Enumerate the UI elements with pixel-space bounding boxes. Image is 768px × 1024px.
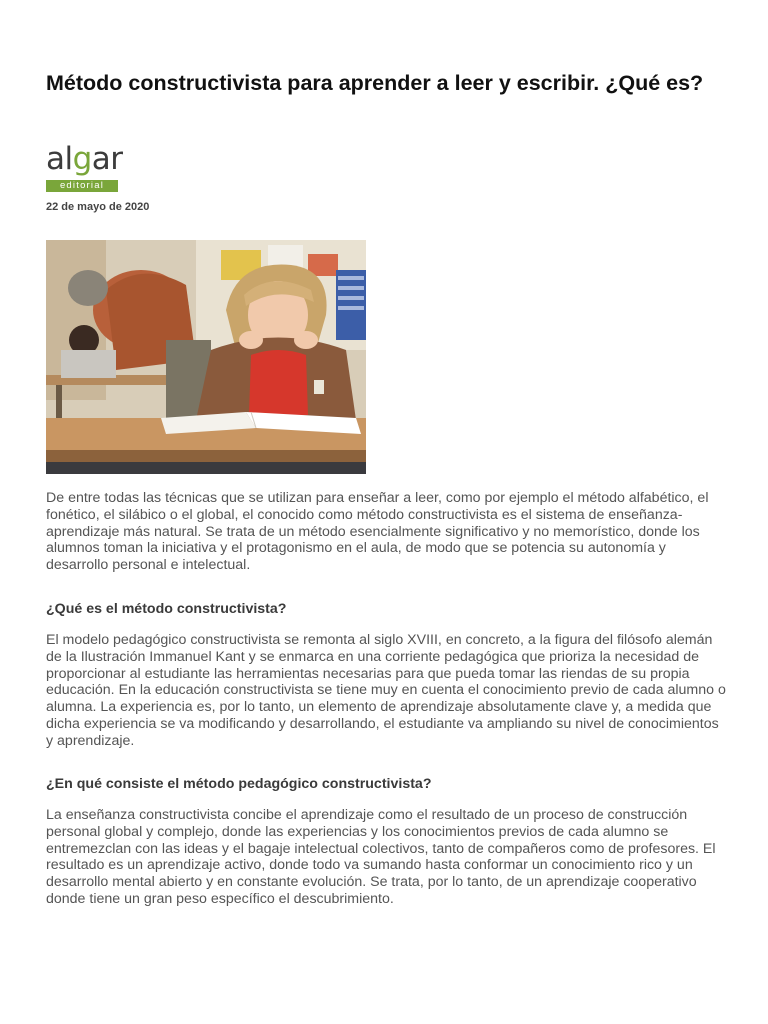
section-heading-what-is: ¿Qué es el método constructivista? bbox=[46, 601, 287, 617]
section-paragraph-what-is: El modelo pedagógico constructivista se remonta al siglo XVIII, en concreto, a la figura del filósofo alemán de la Ilustración Immanuel Kant y se enmarca en una corriente pedagógica que prioriza la necesidad de proporcionar al estudiante las herramientas necesarias para que pueda tomar las riendas de su propia educación. En la educación constructivista se tiene muy en cuenta el conocimiento previo de cada alumno o alumna. La experiencia es, por lo tanto, un elemento de aprendizaje absolutamente clave y, a medida que dicha experiencia se va modificando y desarrollando, el estudiante va ampliando su nivel de conocimientos y aprendizaje. bbox=[46, 632, 726, 749]
logo-wordmark: algar bbox=[46, 141, 123, 177]
section-paragraph-what-consists: La enseñanza constructivista concibe el aprendizaje como el resultado de un proceso de construcción personal global y complejo, donde las experiencias y los conocimientos previos de cada alumno se entremezclan con las ideas y el bagaje intelectual colectivos, tanto de compañeros como de profesores. El resultado es un aprendizaje activo, donde todo va sumando hasta conformar un conocimiento rico y un desarrollo mental abierto y en constante evolución. Se trata, por lo tanto, de un aprendizaje cooperativo donde tiene un gran peso específico el descubrimiento. bbox=[46, 807, 716, 907]
publish-date: 22 de mayo de 2020 bbox=[46, 201, 150, 213]
page-title: Método constructivista para aprender a leer y escribir. ¿Qué es? bbox=[46, 71, 704, 95]
classroom-photo bbox=[46, 240, 366, 474]
section-heading-what-consists: ¿En qué consiste el método pedagógico constructivista? bbox=[46, 776, 432, 792]
classroom-photo-illustration bbox=[46, 240, 366, 474]
algar-editorial-logo bbox=[46, 141, 123, 194]
intro-paragraph: De entre todas las técnicas que se utilizan para enseñar a leer, como por ejemplo el método alfabético, el fonético, el silábico o el global, el conocido como método constructivista es el sistema de enseñanza-aprendizaje más natural. Se trata de un método esencialmente significativo y no memorístico, donde los alumnos toman la iniciativa y el protagonismo en el aula, de modo que se potencia su autonomía y desarrollo personal e intelectual. bbox=[46, 490, 709, 574]
logo-subtitle: editorial bbox=[46, 180, 118, 192]
